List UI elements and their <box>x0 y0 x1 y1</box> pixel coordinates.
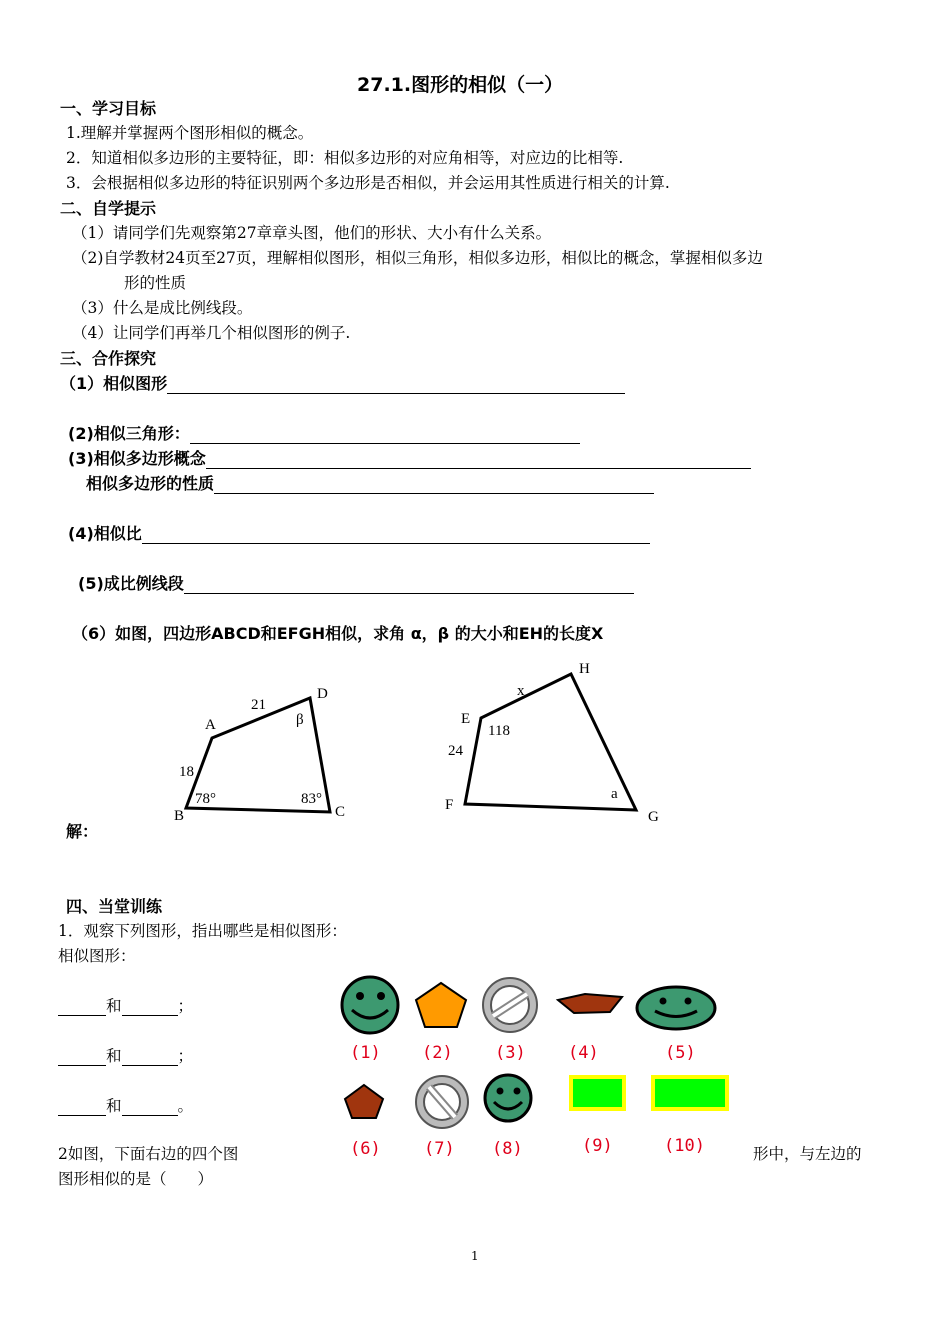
pentagon-figure-4 <box>558 994 622 1013</box>
side-ad-label: 21 <box>251 697 266 713</box>
smiley-figure-8 <box>485 1075 531 1121</box>
answer-blank-row[interactable]: 和 ； <box>58 994 193 1016</box>
hint-item: （1）请同学们先观察第27章章头图，他们的形状、大小有什么关系。 <box>72 224 552 242</box>
section-heading-hints: 二、自学提示 <box>60 199 157 218</box>
answer-label: 解： <box>66 822 99 841</box>
angle-c-label: 83° <box>301 791 322 807</box>
pentagon-figure-6 <box>345 1085 383 1118</box>
practice-q1: 1．观察下列图形，指出哪些是相似图形： <box>58 922 347 940</box>
rectangle-figure-10 <box>653 1077 727 1109</box>
angle-alpha-label: a <box>611 786 618 802</box>
hint-item: （3）什么是成比例线段。 <box>72 299 253 317</box>
objective-item: 2．知道相似多边形的主要特征，即：相似多边形的对应角相等，对应边的比相等. <box>66 149 624 167</box>
vertex-g-label: G <box>648 809 659 825</box>
practice-q2-right: 形中，与左边的 <box>753 1145 862 1163</box>
figure-label: (10) <box>664 1136 705 1156</box>
side-ab-label: 18 <box>179 764 194 780</box>
section-heading-objectives: 一、学习目标 <box>60 99 157 118</box>
hint-item: （4）让同学们再举几个相似图形的例子. <box>72 324 351 342</box>
prohibition-figure-7 <box>416 1076 468 1128</box>
page-number: 1 <box>471 1249 479 1263</box>
q-proportional-segments: (5)成比例线段 <box>78 571 634 594</box>
figure-label: (4) <box>568 1043 599 1063</box>
side-ef-label: 24 <box>448 743 463 759</box>
practice-q2-left: 2如图，下面右边的四个图 <box>58 1145 239 1163</box>
answer-blank-row[interactable]: 和 。 <box>58 1094 193 1116</box>
section-heading-practice: 四、当堂训练 <box>66 897 163 916</box>
figure-label: (8) <box>492 1139 523 1159</box>
figure-label: (5) <box>665 1043 696 1063</box>
figure-label: (2) <box>422 1043 453 1063</box>
vertex-e-label: E <box>461 711 471 727</box>
vertex-f-label: F <box>445 797 454 813</box>
q-similar-polygon-concept: (3)相似多边形概念 <box>68 446 751 469</box>
hint-item: 形的性质 <box>124 274 187 292</box>
q-similar-figure: （1）相似图形 <box>60 371 625 394</box>
q-similar-triangle: (2)相似三角形： <box>68 421 580 444</box>
q-similar-polygon-property: 相似多边形的性质 <box>86 471 654 494</box>
smiley-figure-1 <box>342 977 398 1033</box>
figure-label: (6) <box>350 1139 381 1159</box>
smiley-figure-5 <box>637 987 715 1029</box>
q-quadrilateral-problem: （6）如图，四边形ABCD和EFGH相似，求角 α，β 的大小和EH的长度X <box>72 624 604 643</box>
side-eh-label: x <box>517 683 525 699</box>
answer-blank-row[interactable]: 和 ； <box>58 1044 193 1066</box>
prohibition-figure-3 <box>483 978 537 1032</box>
vertex-h-label: H <box>579 661 590 677</box>
page-title: 27.1.图形的相似（一） <box>357 74 564 96</box>
vertex-d-label: D <box>317 686 328 702</box>
vertex-a-label: A <box>205 717 216 733</box>
figure-label: (3) <box>495 1043 526 1063</box>
objective-item: 3．会根据相似多边形的特征识别两个多边形是否相似，并会运用其性质进行相关的计算. <box>66 174 670 192</box>
practice-q2-line2: 图形相似的是（ ） <box>58 1170 214 1188</box>
hint-item: （2)自学教材24页至27页，理解相似图形，相似三角形，相似多边形，相似比的概念，掌握相似多边 <box>72 249 763 267</box>
figure-label: (1) <box>350 1043 381 1063</box>
angle-beta-label: β <box>296 712 304 728</box>
vertex-c-label: C <box>335 804 346 820</box>
figure-label: (9) <box>582 1136 613 1156</box>
q-similarity-ratio: (4)相似比 <box>68 521 650 544</box>
pentagon-figure-2 <box>416 983 466 1027</box>
practice-figures <box>330 970 750 1170</box>
figure-label: (7) <box>424 1139 455 1159</box>
rectangle-figure-9 <box>571 1077 624 1109</box>
quadrilateral-diagrams <box>0 650 950 830</box>
vertex-b-label: B <box>174 808 185 824</box>
practice-q1-sub: 相似图形： <box>58 947 136 965</box>
angle-e-label: 118 <box>488 723 510 739</box>
section-heading-explore: 三、合作探究 <box>60 349 157 368</box>
angle-b-label: 78° <box>195 791 216 807</box>
objective-item: 1.理解并掌握两个图形相似的概念。 <box>66 124 314 142</box>
